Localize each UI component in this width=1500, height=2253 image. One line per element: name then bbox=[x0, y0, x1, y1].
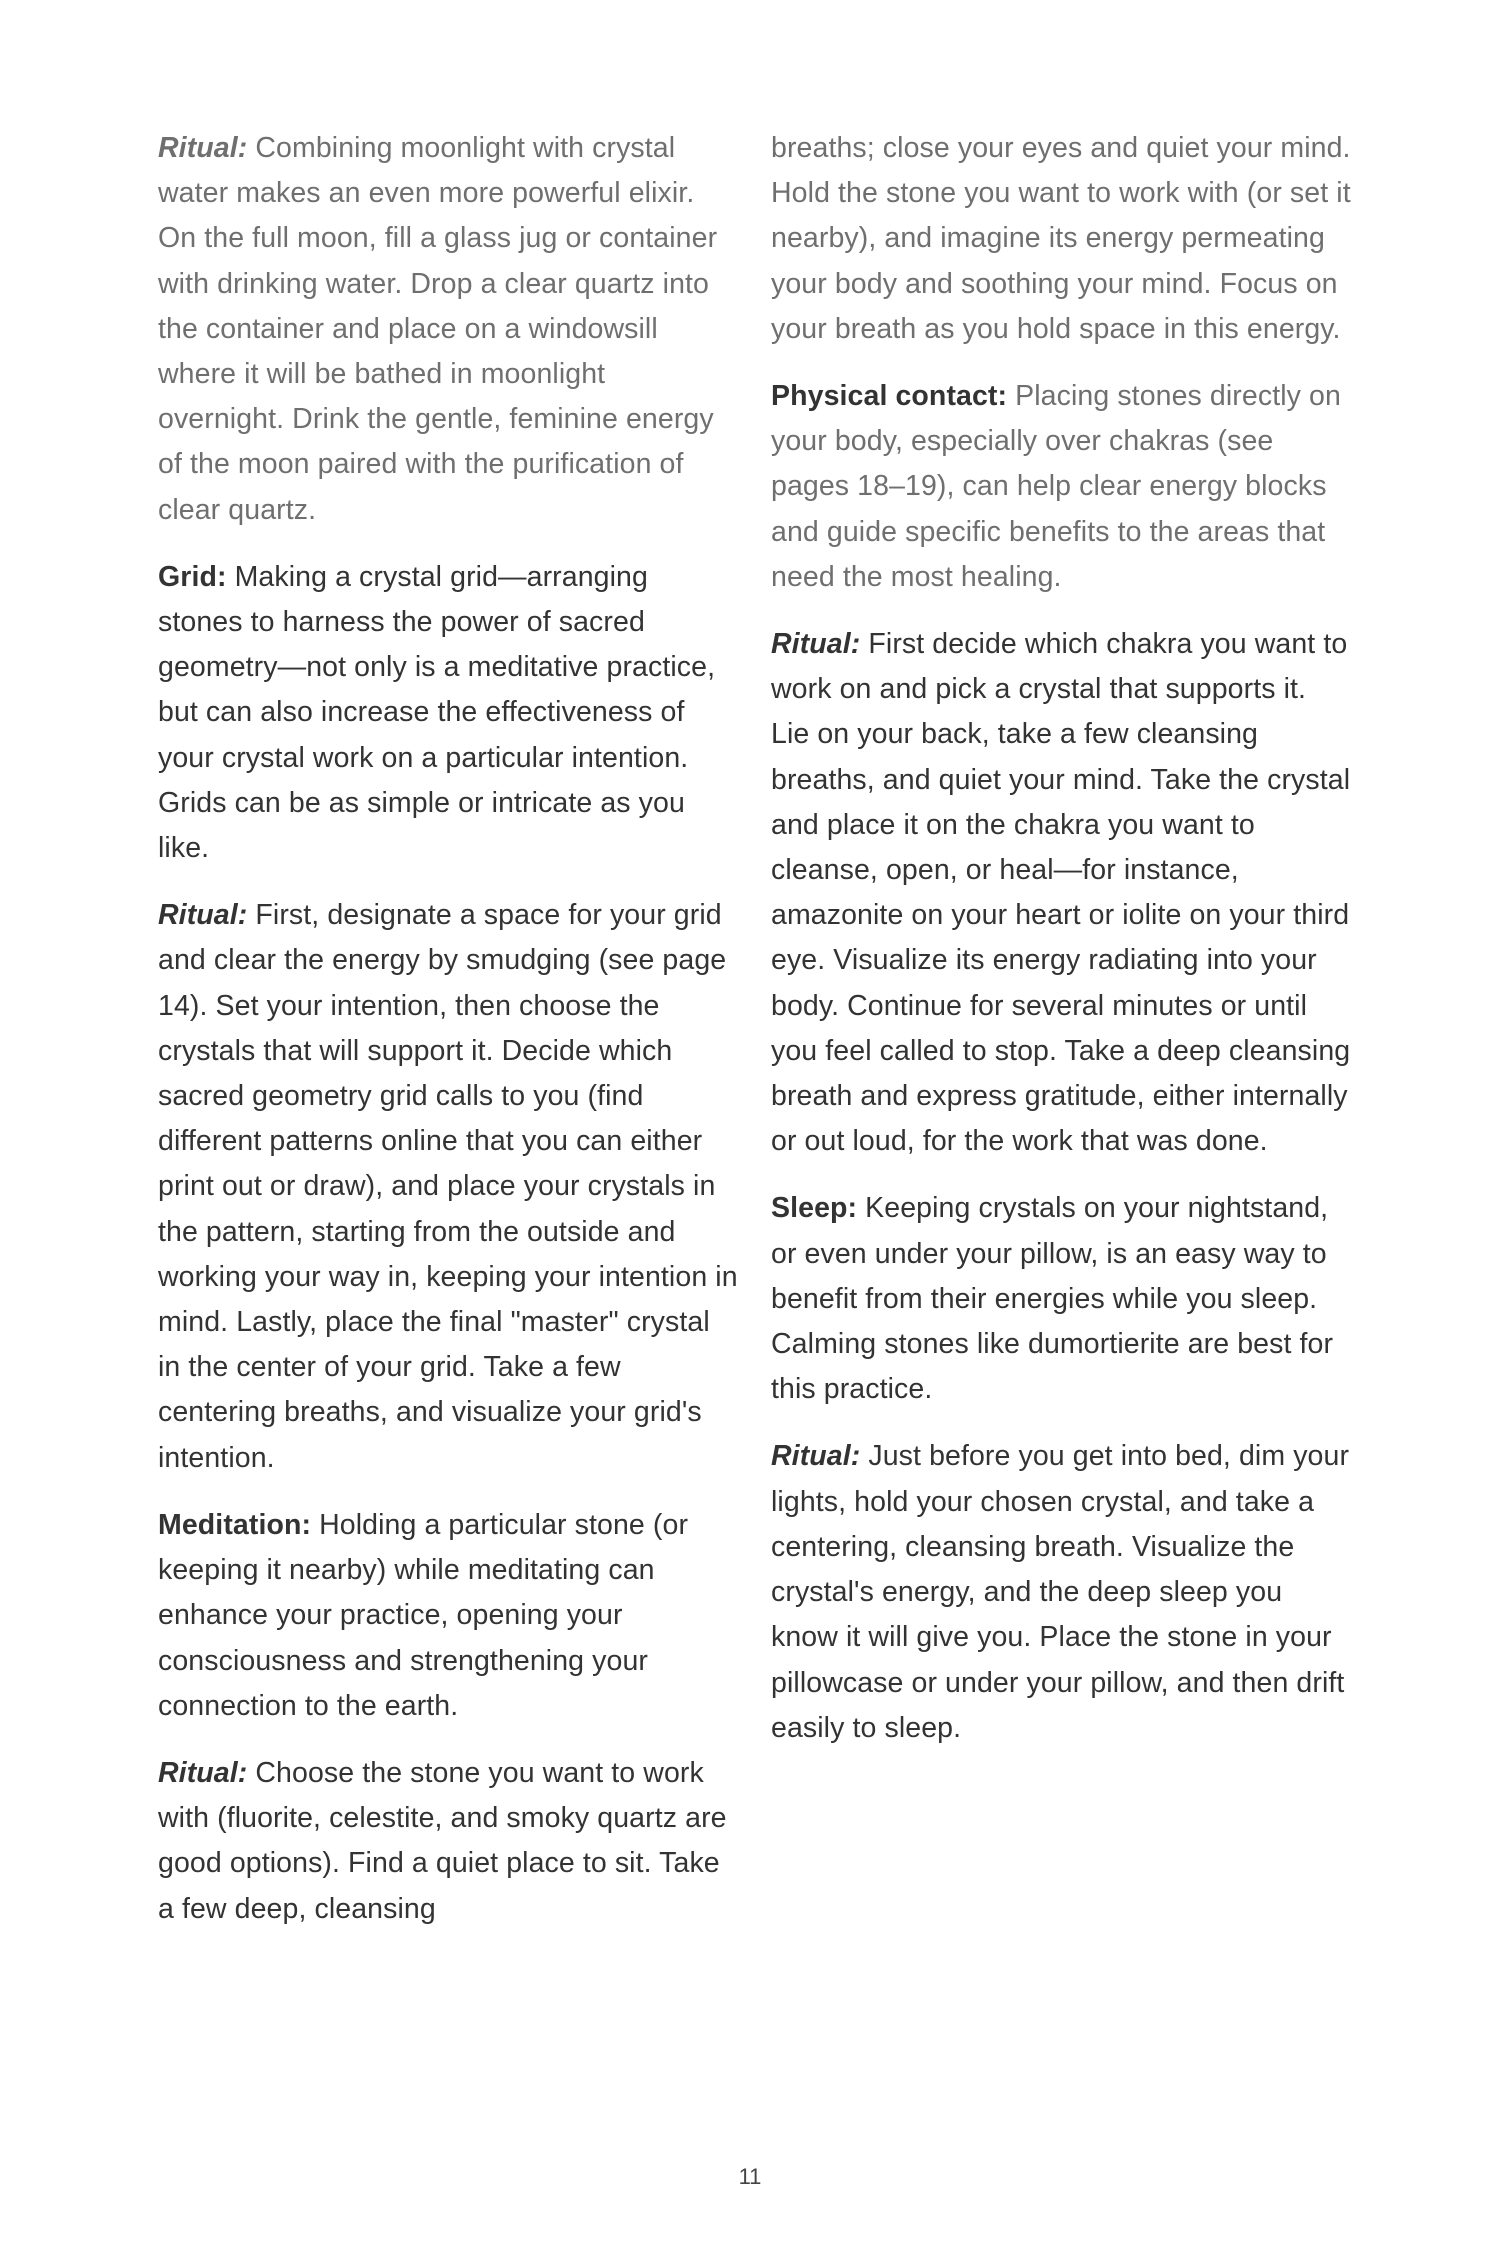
paragraph-grid bbox=[158, 555, 738, 871]
paragraph-meditation bbox=[158, 1503, 738, 1729]
paragraph-text: Keeping crystals on your nightstand, or even under your pillow, is an easy way to benefit from their energies while you sleep. Calming stones like dumortierite are best for this practice. bbox=[771, 1192, 1334, 1406]
physical-contact-label: Physical contact: bbox=[771, 380, 1008, 413]
sleep-label: Sleep: bbox=[771, 1192, 858, 1225]
paragraph-text: First, designate a space for your grid and clear the energy by smudging (see page 14). Set your intention, then choose the crystals that will support it. Decide which sacred geometry grid calls to you (find different patterns online that you can either print out or draw), and place your crystals in the pattern, starting from the outside and working your way in, keeping your intention in mind. Lastly, place the final "master" crystal in the center of your grid. Take a few centering breaths, and visualize your grid's intention. bbox=[158, 899, 738, 1474]
ritual-label: Ritual: bbox=[158, 1756, 248, 1789]
paragraph-chakra-ritual bbox=[771, 622, 1351, 1164]
paragraph-sleep-ritual bbox=[771, 1434, 1351, 1750]
ritual-label: Ritual: bbox=[158, 132, 248, 164]
paragraph-moonlight-ritual bbox=[158, 126, 738, 533]
paragraph-text: Holding a particular stone (or keeping it nearby) while meditating can enhance your practice, opening your consciousness and strengthening your connection to the earth. bbox=[158, 1508, 689, 1722]
page-number: 11 bbox=[738, 2164, 762, 2189]
left-column bbox=[158, 126, 738, 1954]
paragraph-sleep bbox=[771, 1186, 1351, 1412]
paragraph-physical-contact bbox=[771, 374, 1351, 600]
paragraph-text: Combining moonlight with crystal water makes an even more powerful elixir. On the full moon, fill a glass jug or container with drinking water. Drop a clear quartz into the container and place on a windowsill where it will be bathed in moonlight overnight. Drink the gentle, feminine energy of the moon paired with the purification of clear quartz. bbox=[158, 132, 718, 526]
paragraph-text: Choose the stone you want to work with (fluorite, celestite, and smoky quartz are good options). Find a quiet place to sit. Take a few deep, cleansing bbox=[158, 1756, 727, 1925]
paragraph-meditation-continued bbox=[771, 126, 1351, 352]
paragraph-text: Making a crystal grid—arranging stones to harness the power of sacred geometry—not only is a meditative practice, but can also increase the effectiveness of your crystal work on a particular intention. Grids can be as simple or intricate as you like. bbox=[158, 560, 716, 865]
paragraph-grid-ritual bbox=[158, 893, 738, 1481]
ritual-label: Ritual: bbox=[771, 628, 861, 661]
paragraph-meditation-ritual bbox=[158, 1751, 738, 1932]
paragraph-text: Just before you get into bed, dim your lights, hold your chosen crystal, and take a centering, cleansing breath. Visualize the crystal's energy, and the deep sleep you know it will give you. Place the stone in your pillowcase or under your pillow, and then drift easily to sleep. bbox=[771, 1440, 1350, 1744]
meditation-label: Meditation: bbox=[158, 1508, 312, 1541]
paragraph-text: First decide which chakra you want to work on and pick a crystal that supports it. Lie on your back, take a few cleansing breaths, and quiet your mind. Take the crystal and place it on the chakra you want to cleanse, open, or heal—for instance, amazonite on your heart or iolite on your third eye. Visualize its energy radiating into your body. Continue for several minutes or until you feel called to stop. Take a deep cleansing breath and express gratitude, either internally or out loud, for the work that was done. bbox=[771, 628, 1351, 1158]
ritual-label: Ritual: bbox=[771, 1440, 861, 1473]
paragraph-text: breaths; close your eyes and quiet your mind. Hold the stone you want to work with (or set it nearby), and imagine its energy permeating your body and soothing your mind. Focus on your breath as you hold space in this energy. bbox=[771, 132, 1351, 345]
paragraph-text: Placing stones directly on your body, especially over chakras (see pages 18–19), can help clear energy blocks and guide specific benefits to the areas that need the most healing. bbox=[771, 380, 1341, 593]
grid-label: Grid: bbox=[158, 560, 227, 593]
ritual-label: Ritual: bbox=[158, 899, 248, 932]
right-column bbox=[771, 126, 1351, 1773]
